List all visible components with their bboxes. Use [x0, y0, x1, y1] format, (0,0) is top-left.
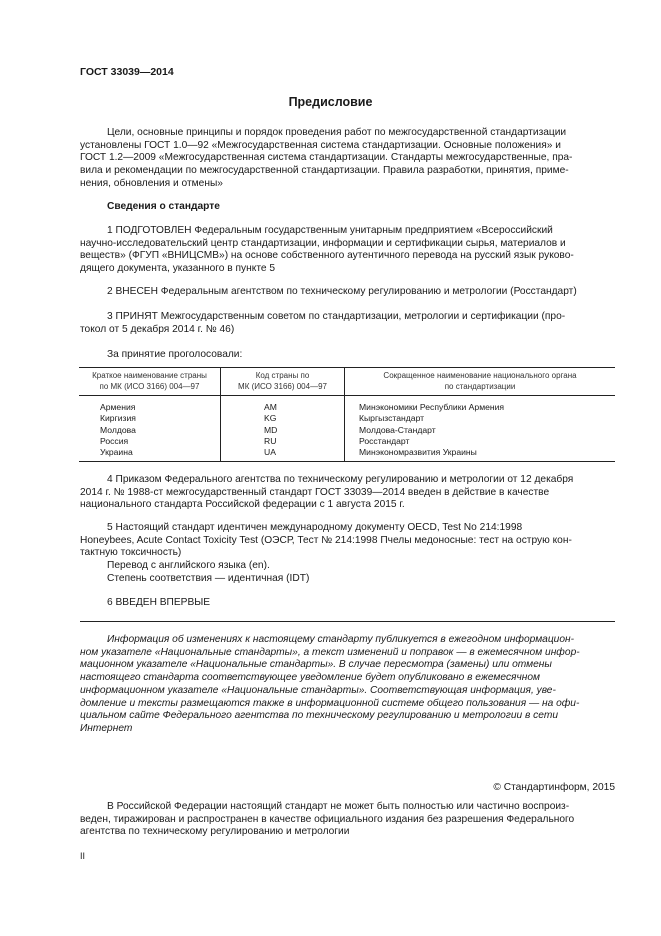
item-5-line: тактную токсичность) — [80, 547, 182, 559]
table-body-column — [345, 396, 616, 462]
item-4-line: национального стандарта Российской федерации с 1 августа 2015 г. — [80, 499, 405, 511]
intro-line: нения, обновления и отмены» — [80, 177, 223, 189]
item-1-paragraph — [80, 225, 615, 276]
reproduction-notice — [80, 801, 615, 839]
item-3-line: 3 ПРИНЯТ Межгосударственным советом по стандартизации, метрологии и сертификации (про- — [107, 311, 566, 322]
table-code-column — [221, 396, 345, 462]
item-4-line: 4 Приказом Федерального агентства по техническому регулированию и метрологии от 12 декабря — [107, 474, 574, 485]
item-5-line: Honeybees, Acute Contact Toxicity Test (ОЭСР, Тест № 214:1998 Пчелы медоносные: тест на острую кон- — [80, 534, 572, 546]
document-code: ГОСТ 33039—2014 — [80, 66, 174, 78]
table-cell-body: Минэкономразвития Украины — [359, 447, 477, 458]
section-heading: Сведения о стандарте — [107, 201, 220, 212]
notice-line: Информация об изменениях к настоящему стандарту публикуется в ежегодном информацион- — [107, 634, 575, 645]
intro-paragraph — [80, 127, 615, 191]
item-5-paragraph — [80, 522, 615, 560]
table-cell-code: RU — [264, 435, 277, 446]
item-1-line: 1 ПОДГОТОВЛЕН Федеральным государственным унитарным предприятием «Всероссийский — [107, 225, 553, 236]
conformity-note: Степень соответствия — идентичная (IDT) — [107, 573, 310, 584]
table-header-body: Сокращенное наименование национального органа по стандартизации — [345, 368, 616, 396]
intro-line: установлены ГОСТ 1.0—92 «Межгосударственная система стандартизации. Основные положения» и — [80, 139, 561, 151]
notice-line: мационном указателе «Национальные стандарты». В случае пересмотра (замены) или отмены — [80, 659, 552, 671]
table-header-row — [79, 368, 615, 396]
table-cell-body: Минэкономики Республики Армения — [359, 402, 505, 412]
table-cell-code: MD — [264, 424, 278, 435]
translation-note: Перевод с английского языка (en). — [107, 560, 270, 571]
item-2-paragraph — [80, 286, 615, 299]
footnote-line: агентства по техническому регулированию и метрологии — [80, 826, 350, 838]
table-header-code: Код страны по МК (ИСО 3166) 004—97 — [221, 368, 345, 396]
table-cell-country: Россия — [100, 435, 129, 446]
item-2-line: 2 ВНЕСЕН Федеральным агентством по техническому регулированию и метрологии (Росстандарт) — [107, 286, 577, 297]
item-5-line: 5 Настоящий стандарт идентичен международному документу OECD, Test No 214:1998 — [107, 522, 523, 533]
item-3-paragraph — [80, 311, 615, 336]
item-1-line: дящего документа, указанного в пункте 5 — [80, 263, 276, 275]
item-4-paragraph — [80, 474, 615, 512]
notice-line: домление и тексты размещаются также в информационной системе общего пользования — на офи- — [80, 697, 580, 709]
footnote-line: веден, тиражирован и распространен в качестве официального издания без разрешения Федерального — [80, 813, 575, 825]
table-cell-body: Молдова-Стандарт — [359, 424, 436, 435]
divider — [80, 621, 615, 622]
table-cell-body: Росстандарт — [359, 435, 410, 446]
table-cell-code: KG — [264, 413, 277, 424]
copyright: © Стандартинформ, 2015 — [493, 782, 615, 793]
intro-line: ГОСТ 1.2—2009 «Межгосударственная система стандартизации. Стандарты межгосударственные, пра- — [80, 152, 573, 164]
table-country-column — [79, 396, 221, 462]
table-cell-code: UA — [264, 447, 276, 458]
page-title: Предисловие — [288, 95, 373, 109]
item-4-line: 2014 г. № 1988-ст межгосударственный стандарт ГОСТ 33039—2014 введен в действие в качестве — [80, 486, 550, 498]
intro-line: Цели, основные принципы и порядок проведения работ по межгосударственной стандартизации — [107, 127, 567, 138]
notice-line: информационном указателе «Национальные стандарты». Соответствующая информация, уве- — [80, 684, 556, 696]
intro-line: вила и рекомендации по межгосударственной стандартизации. Правила разработки, принятия, приме- — [80, 165, 569, 177]
notice-line: настоящего стандарта соответствующее уведомление будет опубликовано в ежемесячном — [80, 672, 541, 684]
notice-line: ном указателе «Национальные стандарты», а текст изменений и поправок — в ежемесячном инфор- — [80, 646, 580, 658]
table-cell-country: Киргизия — [100, 413, 136, 424]
table-cell-country: Армения — [100, 402, 136, 412]
item-3-line: токол от 5 декабря 2014 г. № 46) — [80, 323, 235, 335]
footnote-line: В Российской Федерации настоящий стандарт не может быть полностью или частично воспроиз- — [107, 801, 570, 812]
table-header-country: Краткое наименование страны по МК (ИСО 3166) 004—97 — [79, 368, 221, 396]
notice-line: циальном сайте Федерального агентства по техническому регулированию и метрологии в сети — [80, 710, 558, 722]
item-6-line: 6 ВВЕДЕН ВПЕРВЫЕ — [107, 597, 211, 608]
table-cell-country: Украина — [100, 447, 133, 458]
changes-notice — [80, 634, 615, 736]
table-cell-code: AM — [264, 402, 277, 412]
page-number: II — [80, 851, 86, 861]
item-1-line: веществ» (ФГУП «ВНИЦСМВ») на основе собственного аутентичного перевода на русский язык руково- — [80, 250, 574, 262]
notice-line: Интернет — [80, 722, 133, 734]
voting-table — [79, 367, 615, 462]
table-cell-body: Кыргызстандарт — [359, 413, 425, 424]
voted-label: За принятие проголосовали: — [107, 349, 243, 360]
table-cell-country: Молдова — [100, 424, 136, 435]
item-1-line: научно-исследовательский центр стандартизации, информации и сертификации сырья, материалов и — [80, 237, 566, 249]
